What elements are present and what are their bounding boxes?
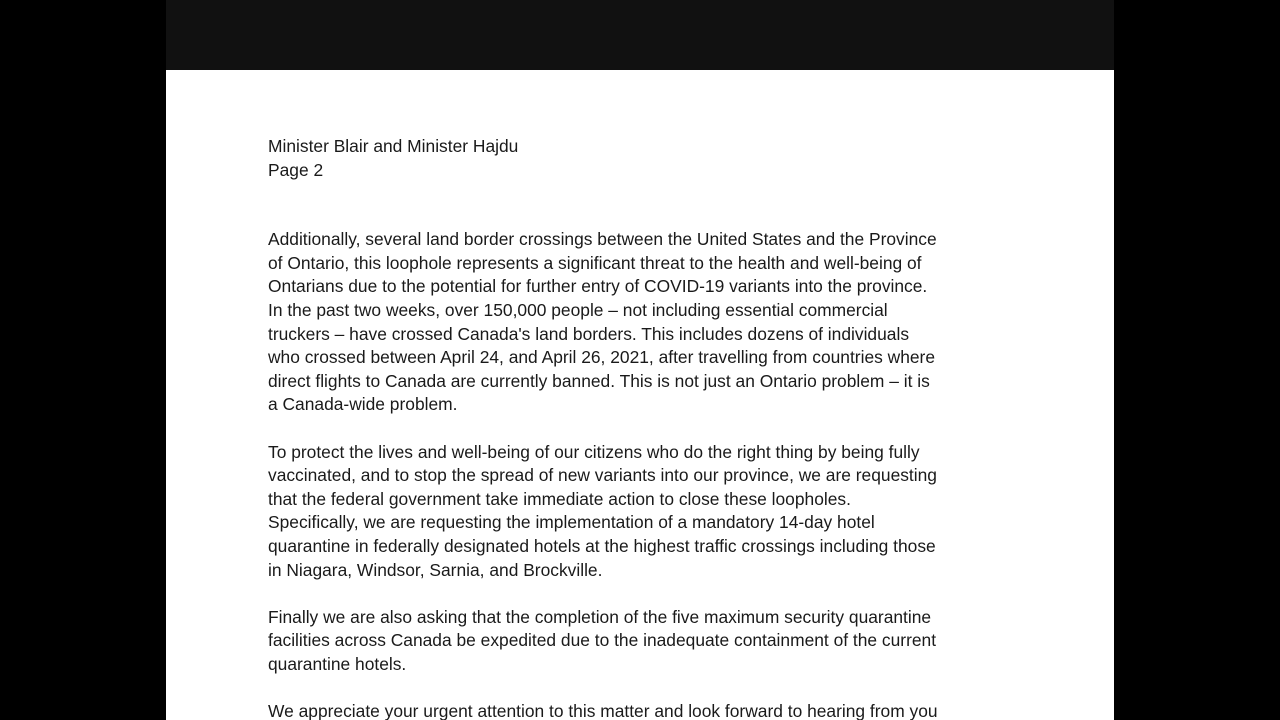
text-line: quarantine in federally designated hotels at the highest traffic crossings including those bbox=[268, 535, 936, 556]
text-line: quarantine hotels. bbox=[268, 653, 407, 674]
text-line: facilities across Canada be expedited due to the inadequate containment of the current bbox=[268, 630, 937, 651]
text-line: vaccinated, and to stop the spread of new variants into our province, we are requesting bbox=[268, 465, 937, 486]
text-line: Ontarians due to the potential for further entry of COVID-19 variants into the province. bbox=[268, 276, 928, 297]
text-line: Finally we are also asking that the completion of the five maximum security quarantine bbox=[268, 606, 932, 627]
text-line: in Niagara, Windsor, Sarnia, and Brockville. bbox=[268, 559, 603, 580]
text-line: Specifically, we are requesting the implementation of a mandatory 14-day hotel bbox=[268, 512, 875, 533]
text-line: that the federal government take immediate action to close these loopholes. bbox=[268, 488, 851, 509]
text-line: direct flights to Canada are currently banned. This is not just an Ontario problem – it is bbox=[268, 370, 930, 391]
text-line: a Canada-wide problem. bbox=[268, 394, 458, 415]
text-line: We appreciate your urgent attention to this matter and look forward to hearing from you bbox=[268, 701, 938, 720]
letter-header bbox=[268, 135, 1013, 182]
document-page bbox=[166, 70, 1114, 720]
text-line: of Ontario, this loophole represents a significant threat to the health and well-being of bbox=[268, 252, 922, 273]
viewer-top-band bbox=[166, 0, 1114, 70]
letter-content bbox=[268, 135, 1013, 720]
paragraph-border-crossings bbox=[268, 228, 1013, 417]
text-line: In the past two weeks, over 150,000 people – not including essential commercial bbox=[268, 299, 888, 320]
paragraph-request bbox=[268, 441, 1013, 583]
paragraph-closing bbox=[268, 700, 1013, 720]
text-line: To protect the lives and well-being of our citizens who do the right thing by being fully bbox=[268, 441, 920, 462]
page-number: Page 2 bbox=[268, 159, 324, 180]
recipients-line: Minister Blair and Minister Hajdu bbox=[268, 136, 519, 156]
text-line: who crossed between April 24, and April 26, 2021, after travelling from countries where bbox=[268, 347, 936, 368]
paragraph-quarantine-facilities bbox=[268, 606, 1013, 677]
text-line: truckers – have crossed Canada's land borders. This includes dozens of individuals bbox=[268, 323, 910, 344]
text-line: Additionally, several land border crossings between the United States and the Province bbox=[268, 229, 937, 250]
